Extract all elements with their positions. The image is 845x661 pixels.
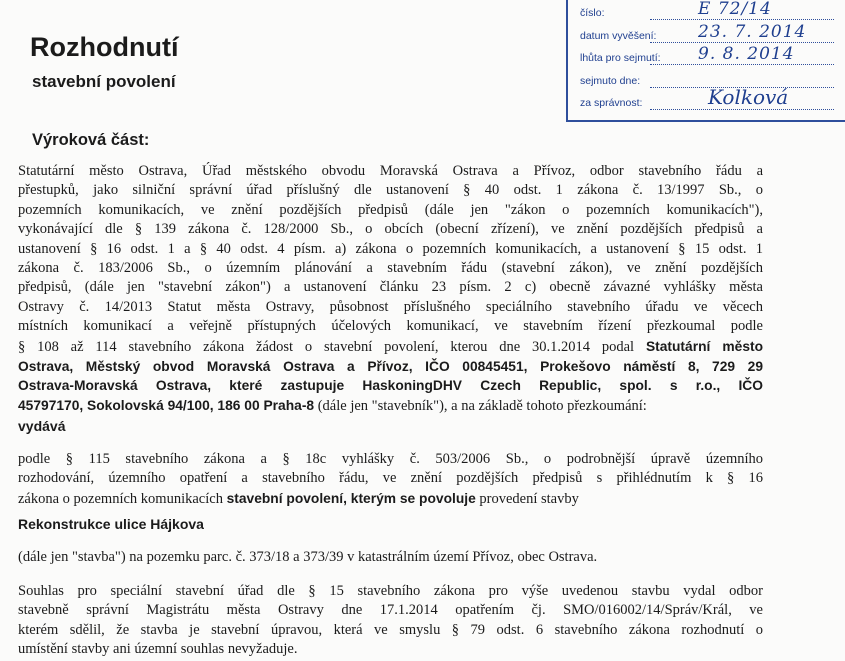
text-run: zákona o pozemních komunikacích: [18, 490, 227, 507]
text-run: § 108 až 114 stavebního zákona žádost o stavební povolení, kterou dne 30.1.2014 podal: [18, 338, 635, 355]
stamp-handwritten-value: 9. 8. 2014: [698, 44, 795, 64]
stamp-label: lhůta pro sejmutí:: [580, 52, 661, 64]
handwritten-signature: Kolková: [708, 85, 789, 109]
applicant-line: Ostrava-Moravská Ostrava, které zastupuje HaskoningDHV Czech Republic, spol. s r.o., IČO: [18, 378, 763, 394]
stamp-label: sejmuto dne:: [580, 75, 641, 87]
stamp-handwritten-value: 23. 7. 2014: [698, 22, 807, 42]
project-name: Rekonstrukce ulice Hájkova: [18, 516, 204, 532]
text-line: ustanovení § 16 odst. 1 a § 40 odst. 4 písm. a) zákona o pozemních komunikacích, a ustanovení § 15 odst. 1: [18, 240, 763, 257]
applicant-line: Ostrava, Městský obvod Moravská Ostrava a Přívoz, IČO 00845451, Prokešovo náměstí 8, 729 29: [18, 359, 763, 375]
stamp-row-number: [580, 0, 834, 22]
text-line: Souhlas pro speciální stavební úřad dle § 15 stavebního zákona pro výše uvedenou stavbu vydal odbor: [18, 583, 763, 599]
applicant-address: 45797170, Sokolovská 94/100, 186 00 Praha-8: [18, 397, 315, 413]
text-line: vykonávající dle § 139 zákona č. 128/2000 Sb., o obcích (obecní zřízení), ve znění pozdějších předpisů a: [18, 221, 763, 238]
text-line: přestupků, jako silniční správní úřad příslušný dle ustanovení § 40 odst. 1 zákona č. 13/1997 Sb., o: [18, 182, 763, 199]
text-line: [18, 489, 763, 509]
text-line: [18, 396, 763, 416]
text-run: provedení stavby: [475, 490, 579, 507]
text-run: (dále jen "stavebník"), a na základě tohoto přezkoumání:: [314, 397, 647, 414]
stamp-dotted-line: [650, 64, 834, 65]
paragraph-plot: [18, 548, 763, 567]
text-line: rozhodování, územního opatření a stavebního řádu, ve znění pozdějších předpisů s přihlédnutím k § 16: [18, 470, 763, 487]
stamp-dotted-line: [650, 19, 834, 20]
issues-heading: vydává: [18, 418, 66, 434]
stamp-label: datum vyvěšení:: [580, 30, 657, 42]
paragraph-consent: [18, 582, 763, 660]
stamp-handwritten-value: E 72/14: [698, 0, 772, 19]
text-line: stavebně správní Magistrátu města Ostravy dne 17.1.2014 opatřením čj. SMO/016002/14/Správ/Král, ve: [18, 602, 763, 619]
official-posting-stamp: [566, 0, 845, 122]
text-line: podle § 115 stavebního zákona a § 18c vyhlášky č. 503/2006 Sb., o podrobnější úpravě územního: [18, 451, 763, 467]
text-line: zákona č. 183/2006 Sb., o územním plánování a stavebním řádu (stavební zákon), ve znění pozdějších: [18, 260, 763, 277]
text-line: kterém sdělil, že stavba je stavební úpravou, která ve smyslu § 79 odst. 6 stavebního zákona rozhodnutí o: [18, 621, 763, 638]
text-line: Ostravy č. 14/2013 Statut města Ostravy, působnost příslušného speciálního stavebního úřadu ve věcech: [18, 298, 763, 315]
stamp-row-posted-date: [580, 23, 834, 45]
stamp-label: za správnost:: [580, 97, 643, 109]
text-line: pozemních komunikacích, ve znění pozdějších předpisů (dále jen "zákon o pozemních komunikacích"),: [18, 201, 763, 218]
text-line: místních komunikací a veřejně přístupných účelových komunikací, ve stavebním řízení přezkoumal podle: [18, 318, 763, 335]
stamp-row-verified-by: [580, 85, 834, 112]
text-line: (dále jen "stavba") na pozemku parc. č. 373/18 a 373/39 v katastrálním území Přívoz, obec Ostrava.: [18, 549, 598, 565]
document-subtitle: stavební povolení: [32, 72, 176, 91]
section-heading: Výroková část:: [32, 131, 150, 149]
permit-phrase: stavební povolení, kterým se povoluje: [226, 490, 476, 506]
stamp-label: číslo:: [580, 7, 605, 19]
paragraph-legal-basis: [18, 450, 763, 509]
applicant-name: Statutární město: [645, 338, 764, 354]
text-line: Statutární město Ostrava, Úřad městského obvodu Moravská Ostrava a Přívoz, odbor stavebního řádu a: [18, 163, 763, 179]
text-line: [18, 337, 763, 357]
stamp-row-removed-on: [580, 68, 834, 90]
text-line: umístění stavby ani územní souhlas nevyžaduje.: [18, 641, 298, 658]
document-title: Rozhodnutí: [30, 32, 179, 62]
stamp-row-removal-deadline: [580, 45, 834, 67]
paragraph-operative-part: [18, 162, 763, 416]
text-line: předpisů, (dále jen "stavební zákon") a ustanovení článku 23 písm. 2 c) obecně závazné vyhlášky města: [18, 279, 763, 296]
stamp-dotted-line: [650, 109, 834, 110]
stamp-dotted-line: [650, 42, 834, 43]
